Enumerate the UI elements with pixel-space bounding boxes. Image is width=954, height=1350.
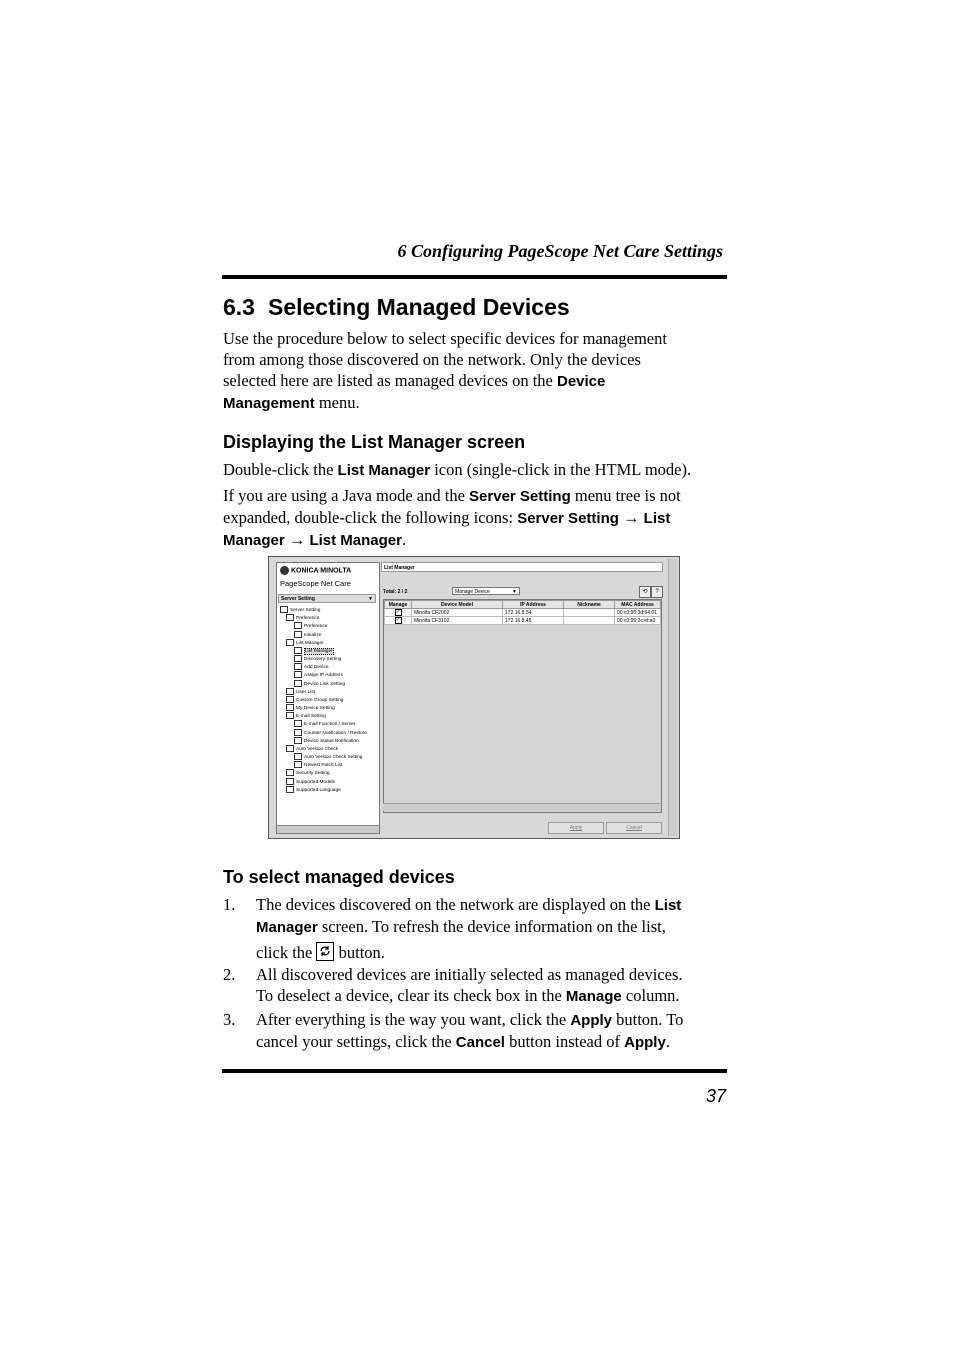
mail-icon <box>294 737 302 744</box>
step-text: All discovered devices are initially selected as managed devices. To deselect a device, clear its check box in the Manage column. <box>256 965 683 1005</box>
total-count: Total: 2 / 2 <box>383 589 408 595</box>
add-device-icon <box>294 663 302 670</box>
step-number: 3. <box>223 1010 236 1029</box>
chevron-down-icon: ▼ <box>368 596 373 602</box>
device-table-area <box>383 599 662 813</box>
cell-mac: 00:c0:95:3d:64:01 <box>615 609 661 617</box>
refresh-button[interactable] <box>639 586 651 598</box>
folder-icon <box>286 639 294 646</box>
tree-item-selected[interactable]: List Manager <box>294 647 367 655</box>
col-mac-address[interactable]: MAC Address <box>615 601 661 609</box>
section-number: 6.3 <box>223 294 255 320</box>
apply-button[interactable]: Apply <box>548 822 604 834</box>
chevron-down-icon: ▼ <box>512 589 517 595</box>
list-icon <box>294 647 302 654</box>
refresh-icon <box>316 942 334 961</box>
left-horizontal-scrollbar[interactable] <box>277 825 379 833</box>
step-number: 2. <box>223 965 236 984</box>
page-icon <box>286 786 294 793</box>
intro-line-3: selected here are listed as managed devices on the Device <box>223 371 606 390</box>
step-3 <box>223 1009 728 1054</box>
cell-ip: 172.16.8.54 <box>503 609 564 617</box>
step-text: After everything is the way you want, click the Apply button. To cancel your settings, click the Cancel button instead of Apply. <box>256 1010 684 1051</box>
manage-device-dropdown[interactable]: Manage Device ▼ <box>452 587 520 595</box>
help-icon: ? <box>655 589 659 595</box>
konica-logo-icon <box>280 566 289 575</box>
cell-ip: 172.16.8.45 <box>503 617 564 625</box>
col-nickname[interactable]: Nickname <box>564 601 615 609</box>
group-icon <box>286 696 294 703</box>
table-row[interactable] <box>385 617 661 625</box>
tree-item[interactable]: E-mail Function / Server <box>294 720 367 728</box>
tree-item[interactable]: Custom Group Setting <box>286 696 359 704</box>
col-manage[interactable]: Manage <box>385 601 412 609</box>
tree-item[interactable]: Server Setting <box>280 606 353 614</box>
link-icon <box>294 680 302 687</box>
panel-title: List Manager <box>381 562 663 572</box>
display-paragraph-2: If you are using a Java mode and the Server Setting menu tree is not expanded, double-click the following icons: Server Setting → List Manager → List Manager. <box>223 486 681 549</box>
tree-item[interactable]: Preference <box>286 614 359 622</box>
tree-item[interactable]: Auto Version Check <box>286 745 359 753</box>
folder-icon <box>280 606 288 613</box>
device-icon <box>286 704 294 711</box>
tree-item[interactable]: Counter Notification / Restore <box>294 729 367 737</box>
cancel-button[interactable]: Cancel <box>606 822 662 834</box>
tree-item[interactable]: Add Device <box>294 663 367 671</box>
user-icon <box>286 688 294 695</box>
page-icon <box>294 761 302 768</box>
key-icon <box>286 769 294 776</box>
tree-item[interactable]: Device Status Notification <box>294 737 367 745</box>
folder-icon <box>286 745 294 752</box>
tree-item[interactable]: Initialize <box>294 631 367 639</box>
manage-checkbox[interactable]: ✓ <box>395 609 401 615</box>
tree-item[interactable]: My Device Setting <box>286 704 359 712</box>
col-ip-address[interactable]: IP Address <box>503 601 564 609</box>
list-manager-screenshot <box>268 556 680 839</box>
tree-item[interactable]: Newest Patch List <box>294 761 367 769</box>
tree-item[interactable]: Discovery Setting <box>294 655 367 663</box>
device-table <box>384 600 661 625</box>
tree-item[interactable]: User List <box>286 688 359 696</box>
running-header: 6 Configuring PageScope Net Care Settings <box>397 241 723 261</box>
left-panel <box>276 562 380 834</box>
display-paragraph-1: Double-click the List Manager icon (single-click in the HTML mode). <box>223 460 692 479</box>
server-setting-select[interactable]: Server Setting ▼ <box>278 594 376 603</box>
tree-item[interactable]: Preference <box>294 622 367 630</box>
tree-item[interactable]: Auto Version Check Setting <box>294 753 367 761</box>
cell-model: Minolta CF2002 <box>412 609 503 617</box>
help-button[interactable] <box>651 586 663 598</box>
page-number: 37 <box>705 1086 726 1106</box>
subheading-display: Displaying the List Manager screen <box>223 432 526 452</box>
step-2 <box>223 964 728 1009</box>
table-horizontal-scrollbar[interactable] <box>383 803 660 811</box>
mail-icon <box>294 729 302 736</box>
right-panel <box>381 562 663 832</box>
cell-model: Minolta CF3102 <box>412 617 503 625</box>
table-header <box>385 601 661 609</box>
cell-nickname <box>564 609 615 617</box>
intro-line-4: Management menu. <box>223 393 360 412</box>
discovery-icon <box>294 655 302 662</box>
intro-line-2: from among those discovered on the network. Only the devices <box>223 350 641 369</box>
tree-item[interactable]: Supported Language <box>286 786 359 794</box>
step-text: The devices discovered on the network are displayed on the List Manager screen. To refresh the device information on the list, click the button. <box>256 895 682 962</box>
col-device-model[interactable]: Device Model <box>412 601 503 609</box>
section-title-text: Selecting Managed Devices <box>267 294 570 320</box>
intro-line-1: Use the procedure below to select specific devices for management <box>223 329 667 348</box>
mail-icon <box>294 720 302 727</box>
step-number: 1. <box>223 895 236 914</box>
manage-checkbox[interactable]: ✓ <box>395 617 401 623</box>
tree-item[interactable]: Device Link Setting <box>294 680 367 688</box>
refresh-icon: ⟲ <box>642 589 648 595</box>
footer-rule <box>222 1069 727 1073</box>
logo: KONICA MINOLTA <box>280 566 351 575</box>
page-icon <box>294 631 302 638</box>
tree-item[interactable]: E-mail Setting <box>286 712 359 720</box>
subheading-select: To select managed devices <box>223 867 455 887</box>
tree-item[interactable]: Security Setting <box>286 769 359 777</box>
header-rule <box>222 275 727 279</box>
page-icon <box>286 778 294 785</box>
intro-paragraph <box>223 328 728 414</box>
page-icon <box>294 753 302 760</box>
table-row[interactable] <box>385 609 661 617</box>
folder-icon <box>286 712 294 719</box>
tree-item[interactable]: Assign IP Address <box>294 671 367 679</box>
tree-item[interactable]: List Manager <box>286 639 359 647</box>
page-icon <box>294 622 302 629</box>
ip-icon <box>294 671 302 678</box>
window-vertical-scrollbar[interactable] <box>668 559 677 836</box>
tree-item[interactable]: Supported Models <box>286 778 359 786</box>
folder-icon <box>286 614 294 621</box>
menu-tree <box>280 606 367 794</box>
cell-nickname <box>564 617 615 625</box>
brand: PageScope Net Care <box>280 579 351 588</box>
cell-mac: 00:c0:95:2c:ef:a0 <box>615 617 661 625</box>
step-1 <box>223 894 728 964</box>
section-title <box>223 294 570 321</box>
